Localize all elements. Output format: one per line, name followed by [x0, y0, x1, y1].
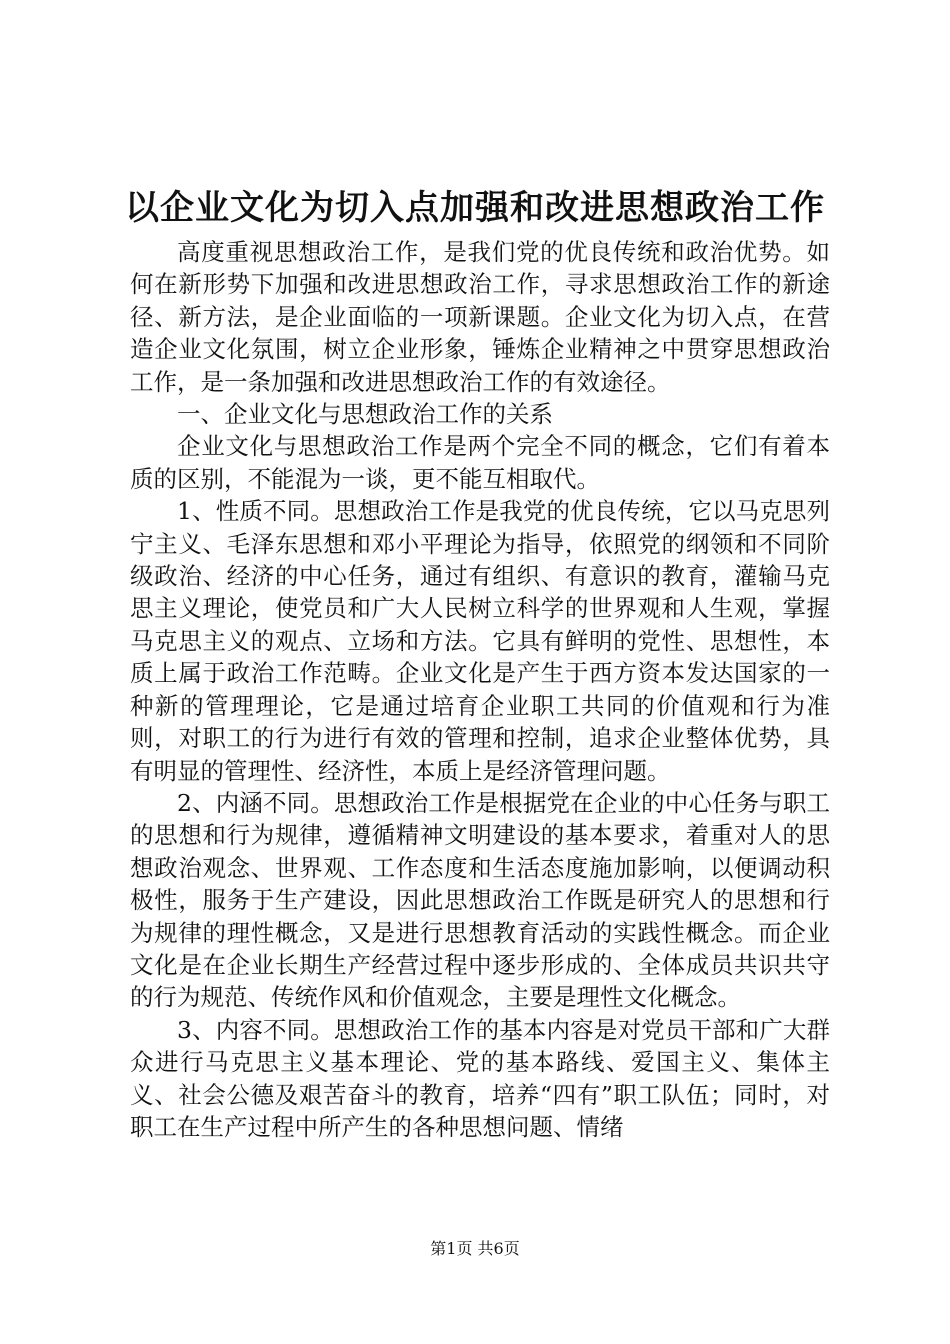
page-number-footer: 第1页 共6页: [430, 1239, 520, 1258]
paragraph-content: 3、内容不同。思想政治工作的基本内容是对党员干部和广大群众进行马克思主义基本理论、党的基本路线、爱国主义、集体主义、社会公德及艰苦奋斗的教育，培养“四有”职工队伍；同时，对职工在生产过程中所产生的各种思想问题、情绪: [130, 1015, 830, 1141]
document-body: [130, 236, 830, 1143]
paragraph-overview: 企业文化与思想政治工作是两个完全不同的概念，它们有着本质的区别，不能混为一谈，更不能互相取代。: [130, 432, 830, 493]
paragraph-intro: 高度重视思想政治工作，是我们党的优良传统和政治优势。如何在新形势下加强和改进思想政治工作，寻求思想政治工作的新途径、新方法，是企业面临的一项新课题。企业文化为切入点，在营造企业文化氛围，树立企业形象，锤炼企业精神之中贯穿思想政治工作，是一条加强和改进思想政治工作的有效途径。: [130, 238, 830, 396]
section-heading: 一、企业文化与思想政治工作的关系: [177, 400, 553, 429]
document-title: 以企业文化为切入点加强和改进思想政治工作: [125, 188, 825, 228]
paragraph-nature: 1、性质不同。思想政治工作是我党的优良传统，它以马克思列宁主义、毛泽东思想和邓小平理论为指导，依照党的纲领和不同阶级政治、经济的中心任务，通过有组织、有意识的教育，灌输马克思主义理论，使党员和广大人民树立科学的世界观和人生观，掌握马克思主义的观点、立场和方法。它具有鲜明的党性、思想性，本质上属于政治工作范畴。企业文化是产生于西方资本发达国家的一种新的管理理论，它是通过培育企业职工共同的价值观和行为准则，对职工的行为进行有效的管理和控制，追求企业整体优势，具有明显的管理性、经济性，本质上是经济管理问题。: [130, 497, 830, 785]
paragraph-connotation: 2、内涵不同。思想政治工作是根据党在企业的中心任务与职工的思想和行为规律，遵循精神文明建设的基本要求，着重对人的思想政治观念、世界观、工作态度和生活态度施加影响，以便调动积极性，服务于生产建设，因此思想政治工作既是研究人的思想和行为规律的理性概念，又是进行思想教育活动的实践性概念。而企业文化是在企业长期生产经营过程中逐步形成的、全体成员共识共守的行为规范、传统作风和价值观念，主要是理性文化概念。: [130, 788, 830, 1012]
